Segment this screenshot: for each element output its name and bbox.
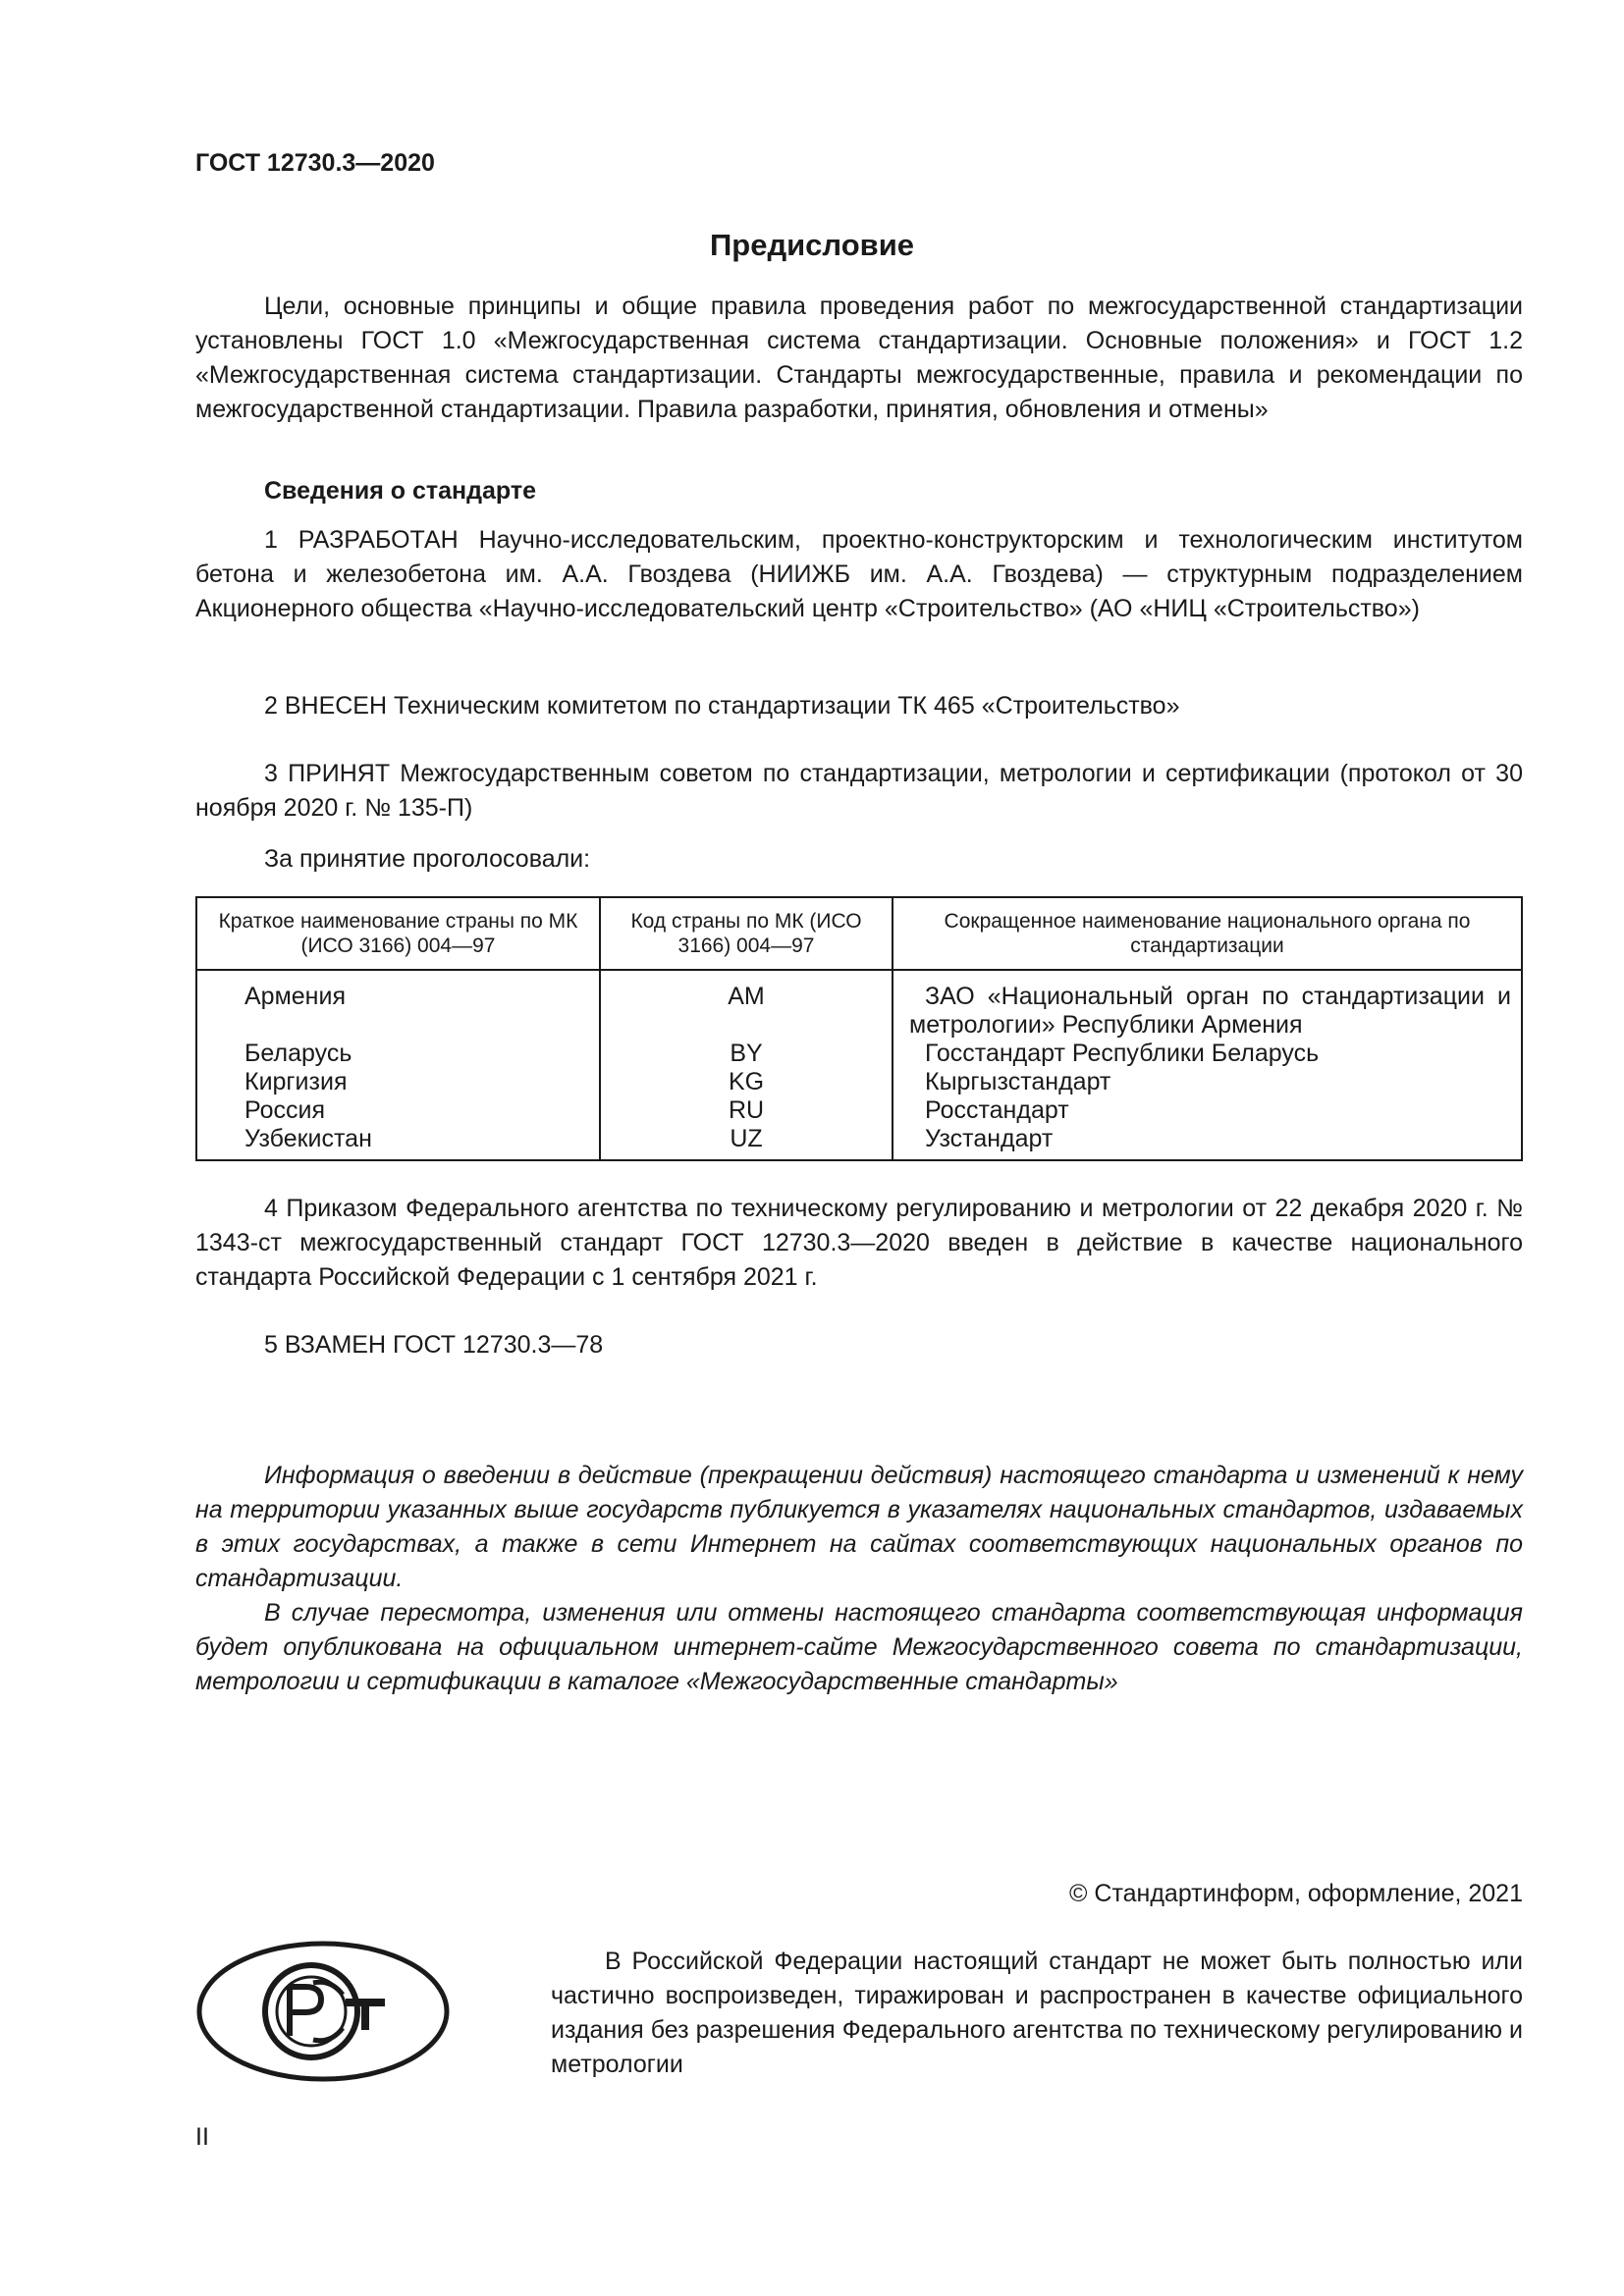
country-code: AM [600, 970, 893, 1040]
country-code: BY [600, 1040, 893, 1068]
country-name: Россия [196, 1096, 600, 1125]
country-name: Узбекистан [196, 1125, 600, 1160]
info-notes [195, 1459, 1523, 1699]
item-replaces: 5 ВЗАМЕН ГОСТ 12730.3—78 [264, 1331, 604, 1359]
item-adopted: 3 ПРИНЯТ Межгосударственным советом по стандартизации, метрологии и сертификации (протокол от 30 ноября 2020 г. № 135-П) [195, 760, 1523, 822]
country-code: KG [600, 1068, 893, 1096]
standards-body [893, 970, 1522, 1040]
country-code: UZ [600, 1125, 893, 1160]
page-title: Предисловие [709, 228, 914, 262]
standards-body-text: ЗАО «Национальный орган по стандартизации и метрологии» Республики Армения [909, 983, 1511, 1039]
table-row [196, 1125, 1522, 1160]
item-introduced: 2 ВНЕСЕН Техническим комитетом по стандартизации ТК 465 «Строительство» [264, 692, 1180, 720]
standards-body: Узстандарт [925, 1125, 1054, 1152]
standards-body: Госстандарт Республики Беларусь [925, 1040, 1320, 1067]
country-name: Армения [196, 970, 600, 1040]
table-header-row [196, 897, 1522, 970]
rst-certification-mark-icon [195, 1940, 451, 2083]
member-states-table [195, 896, 1523, 1161]
col-header-country: Краткое наименование страны по МК (ИСО 3166) 004—97 [196, 897, 600, 970]
col-header-org: Сокращенное наименование национального органа по стандартизации [893, 897, 1522, 970]
country-name: Киргизия [196, 1068, 600, 1096]
table-row [196, 970, 1522, 1040]
info-heading: Сведения о стандарте [264, 477, 537, 505]
country-name: Беларусь [196, 1040, 600, 1068]
voted-label: За принятие проголосовали: [264, 845, 591, 873]
standards-body: Росстандарт [925, 1096, 1069, 1124]
page-number: II [195, 2123, 209, 2151]
table-row [196, 1096, 1522, 1125]
doc-code: ГОСТ 12730.3—2020 [195, 149, 435, 177]
table-row [196, 1040, 1522, 1068]
copyright-line: © Стандартинформ, оформление, 2021 [1069, 1880, 1523, 1907]
col-header-code: Код страны по МК (ИСО 3166) 004—97 [600, 897, 893, 970]
country-code: RU [600, 1096, 893, 1125]
item-developed: 1 РАЗРАБОТАН Научно-исследовательским, проектно-конструкторским и технологическим институтом бетона и железобетона им. А.А. Гвоздева (НИИЖБ им. А.А. Гвоздева) — структурным подразделением Акционерного общества «Научно-исследовательский центр «Строительство» (АО «НИЦ «Строительство») [195, 526, 1523, 622]
intro-paragraph: Цели, основные принципы и общие правила проведения работ по межгосударственной стандартизации установлены ГОСТ 1.0 «Межгосударственная система стандартизации. Основные положения» и ГОСТ 1.2 «Межгосударственная система стандартизации. Стандарты межгосударственные, правила и рекомендации по межгосударственной стандартизации. Правила разработки, принятия, обновления и отмены» [195, 293, 1523, 423]
info-note-publication: Информация о введении в действие (прекращении действия) настоящего стандарта и изменений к нему на территории указанных выше государств публикуется в указателях национальных стандартов, издаваемых в этих государствах, а также в сети Интернет на сайтах соответствующих национальных органов по стандартизации. [195, 1462, 1523, 1592]
reproduction-notice: В Российской Федерации настоящий стандарт не может быть полностью или частично воспроизведен, тиражирован и распространен в качестве официального издания без разрешения Федерального агентства по техническому регулированию и метрологии [551, 1948, 1523, 2078]
standards-body: Кыргызстандарт [925, 1068, 1111, 1095]
info-note-revision: В случае пересмотра, изменения или отмены настоящего стандарта соответствующая информация будет опубликована на официальном интернет-сайте Межгосударственного совета по стандартизации, метрологии и сертификации в каталоге «Межгосударственные стандарты» [195, 1599, 1523, 1695]
table-row [196, 1068, 1522, 1096]
item-order: 4 Приказом Федерального агентства по техническому регулированию и метрологии от 22 декабря 2020 г. № 1343-ст межгосударственный стандарт ГОСТ 12730.3—2020 введен в действие в качестве национального стандарта Российской Федерации с 1 сентября 2021 г. [195, 1195, 1523, 1291]
